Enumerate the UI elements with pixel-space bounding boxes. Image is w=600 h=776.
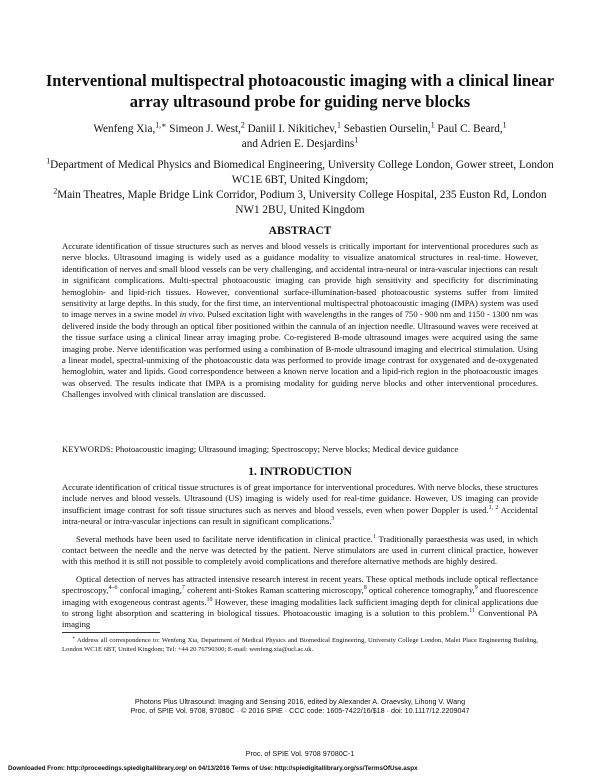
author-affiliation-mark: 1 [354,135,359,145]
citation: 7 [181,585,185,592]
affiliation-1 [40,158,560,188]
citation: 11 [469,608,476,615]
paragraph-text: coherent anti-Stokes Raman scattering microscopy, [184,585,364,596]
paragraph-text: Several methods have been used to facilitate nerve identification in clinical practice. [76,533,373,544]
author-affiliation-mark: 1 [336,120,341,130]
citation: 8 [363,585,367,592]
publication-line: Proc. of SPIE Vol. 9708, 97080C · © 2016 SPIE · CCC code: 1605-7422/16/$18 · doi: 10.1117/12.2209047 [130,706,470,715]
abstract-heading: ABSTRACT [268,225,332,237]
abstract-body [62,241,538,401]
intro-paragraph-1 [62,482,538,528]
author-affiliation-mark: 1 [502,120,507,130]
download-notice: Downloaded From: http://proceedings.spiedigitallibrary.org/ on 04/13/2016 Terms of Use: http://spiedigitallibrary.org/ss/TermsOfUse.aspx [8,765,418,772]
affiliation-mark: 1 [46,156,51,166]
paragraph-text: optical coherence tomography, [366,585,475,596]
paragraph-text: Conventional PA imaging [62,608,538,630]
author-list [40,122,560,152]
footnote-text: Address all correspondence to: Wenfeng Xia, Department of Medical Physics and Biomedical Engineering, University College London, Malet Place Engineering Building, London WC1E 6BT, United Kingdom; Tel: +44 20 76790300; E-mail: wenfeng.xia@ucl.ac.uk. [62,637,538,653]
abstract-italic: in vivo [179,309,203,320]
affiliations [40,158,560,218]
paragraph-text: and fluorescence imaging with exogeneous contrast agents. [62,585,539,607]
intro-paragraph-2 [62,534,538,568]
affiliation-2 [40,188,560,218]
keywords: KEYWORDS: Photoacoustic imaging; Ultrasound imaging; Spectroscopy; Nerve blocks; Medical device guidance [62,444,459,454]
footnote-mark: ∗ [72,634,76,640]
correspondence-footnote [62,636,538,654]
intro-heading: 1. INTRODUCTION [248,466,352,478]
author-affiliation-mark: 1 [430,120,435,130]
author-name: Simeon J. West, [166,123,241,135]
citation: 3 [331,516,335,523]
author-name: Wenfeng Xia, [93,123,156,135]
publication-line: Photons Plus Ultrasound: Imaging and Sensing 2016, edited by Alexander A. Oraevsky, Lihong V. Wang [134,697,466,706]
paragraph-text: However, these imaging modalities lack sufficient imaging depth for clinical applications due to strong light absorption and scattering in biological tissues. Photoacoustic imaging is a solution to this problem. [62,596,538,619]
abstract-text: . Pulsed excitation light with wavelengths in the ranges of 750 - 900 nm and 1150 - 1300 nm was delivered inside the body through an optical fiber positioned within the cannula of an injection needle. Ultrasound waves were received at the tissue surface using a clinical linear array imaging probe. Co-registered B-mode ultrasound images were acquired using the same imaging probe. Nerve identification was performed using a combination of B-mode ultrasound imaging and electrical stimulation. Using a linear model, spectral-unmixing of the photoacoustic data was performed to provide image contrast for oxygenated and de-oxygenated hemoglobin, water and lipids. Good correspondence between a known nerve location and a lipid-rich region in the photoacoustic images was observed. The results indicate that IMPA is a promising modality for guiding nerve blocks and other interventional procedures. Challenges involved with clinical translation are discussed. [62,309,538,400]
citation: 1 [372,533,376,540]
publication-info [40,697,560,715]
affiliation-mark: 2 [53,186,58,196]
citation: 1, 2 [488,504,499,511]
citation: 9 [474,585,478,592]
author-name: Paul C. Beard, [434,123,503,135]
citation: 4–6 [108,585,118,592]
author-affiliation-mark: 1,∗ [155,120,167,130]
affiliation-text: Main Theatres, Maple Bridge Link Corridor, Podium 3, University College Hospital, 235 Euston Rd, London NW1 2BU, United Kingdom [57,189,547,216]
paragraph-text: Accidental intra-neural or intra-vascular injections can result in significant complications. [62,504,538,527]
author-name: and Adrien E. Desjardins [241,138,355,150]
abstract-text: Accurate identification of tissue structures such as nerves and blood vessels is critically important for interventional procedures such as nerve blocks. Ultrasound imaging is widely used as a guidance modality to visualize anatomical structures in real-time. However, identification of nerves and small blood vessels can be very challenging, and accidental intra-neural or intra-vascular injections can result in significant complications. Multi-spectral photoacoustic imaging can provide high sensitivity and specificity for discriminating hemoglobin- and lipid-rich tissues. However, conventional surface-illumination-based photoacoustic systems suffer from limited sensitivity at large depths. In this study, for the first time, an interventional multispectral photoacoustic imaging (IMPA) system was used to image nerves in a swine model [62,241,538,320]
intro-paragraph-3 [62,574,538,631]
author-name: Sebastien Ourselin, [340,123,431,135]
page-number: Proc. of SPIE Vol. 9708 97080C-1 [245,749,355,758]
footnote-rule [62,632,160,633]
paragraph-text: Traditionally paraesthesia was used, in which contact between the needle and the nerve was detected by the patient. Nerve stimulators are used in current clinical practice, however with this method it is still not possible to completely avoid complications and therefore alternative methods are highly desired. [62,533,538,567]
paragraph-text: Optical detection of nerves has attracted intensive research interest in recent years. These optical methods include optical reflectance spectroscopy, [62,573,538,596]
intro-body [62,482,538,637]
author-name: Daniil I. Nikitichev, [244,123,337,135]
citation: 10 [206,596,213,603]
paper-title: Interventional multispectral photoacoustic imaging with a clinical linear array ultrasound probe for guiding nerve blocks [45,71,555,111]
affiliation-text: Department of Medical Physics and Biomedical Engineering, University College London, Gower street, London WC1E 6BT, United Kingdom; [50,159,554,186]
paragraph-text: Accurate identification of critical tissue structures is of great importance for interventional procedures. With nerve blocks, these structures include nerves and blood vessels. Ultrasound (US) imaging is widely used for real-time guidance. However, US imaging can provide insufficient image contrast for soft tissue structures such as nerves and blood vessels, even when power Doppler is used. [62,482,538,515]
author-affiliation-mark: 2 [240,120,245,130]
paragraph-text: confocal imaging, [117,585,182,596]
